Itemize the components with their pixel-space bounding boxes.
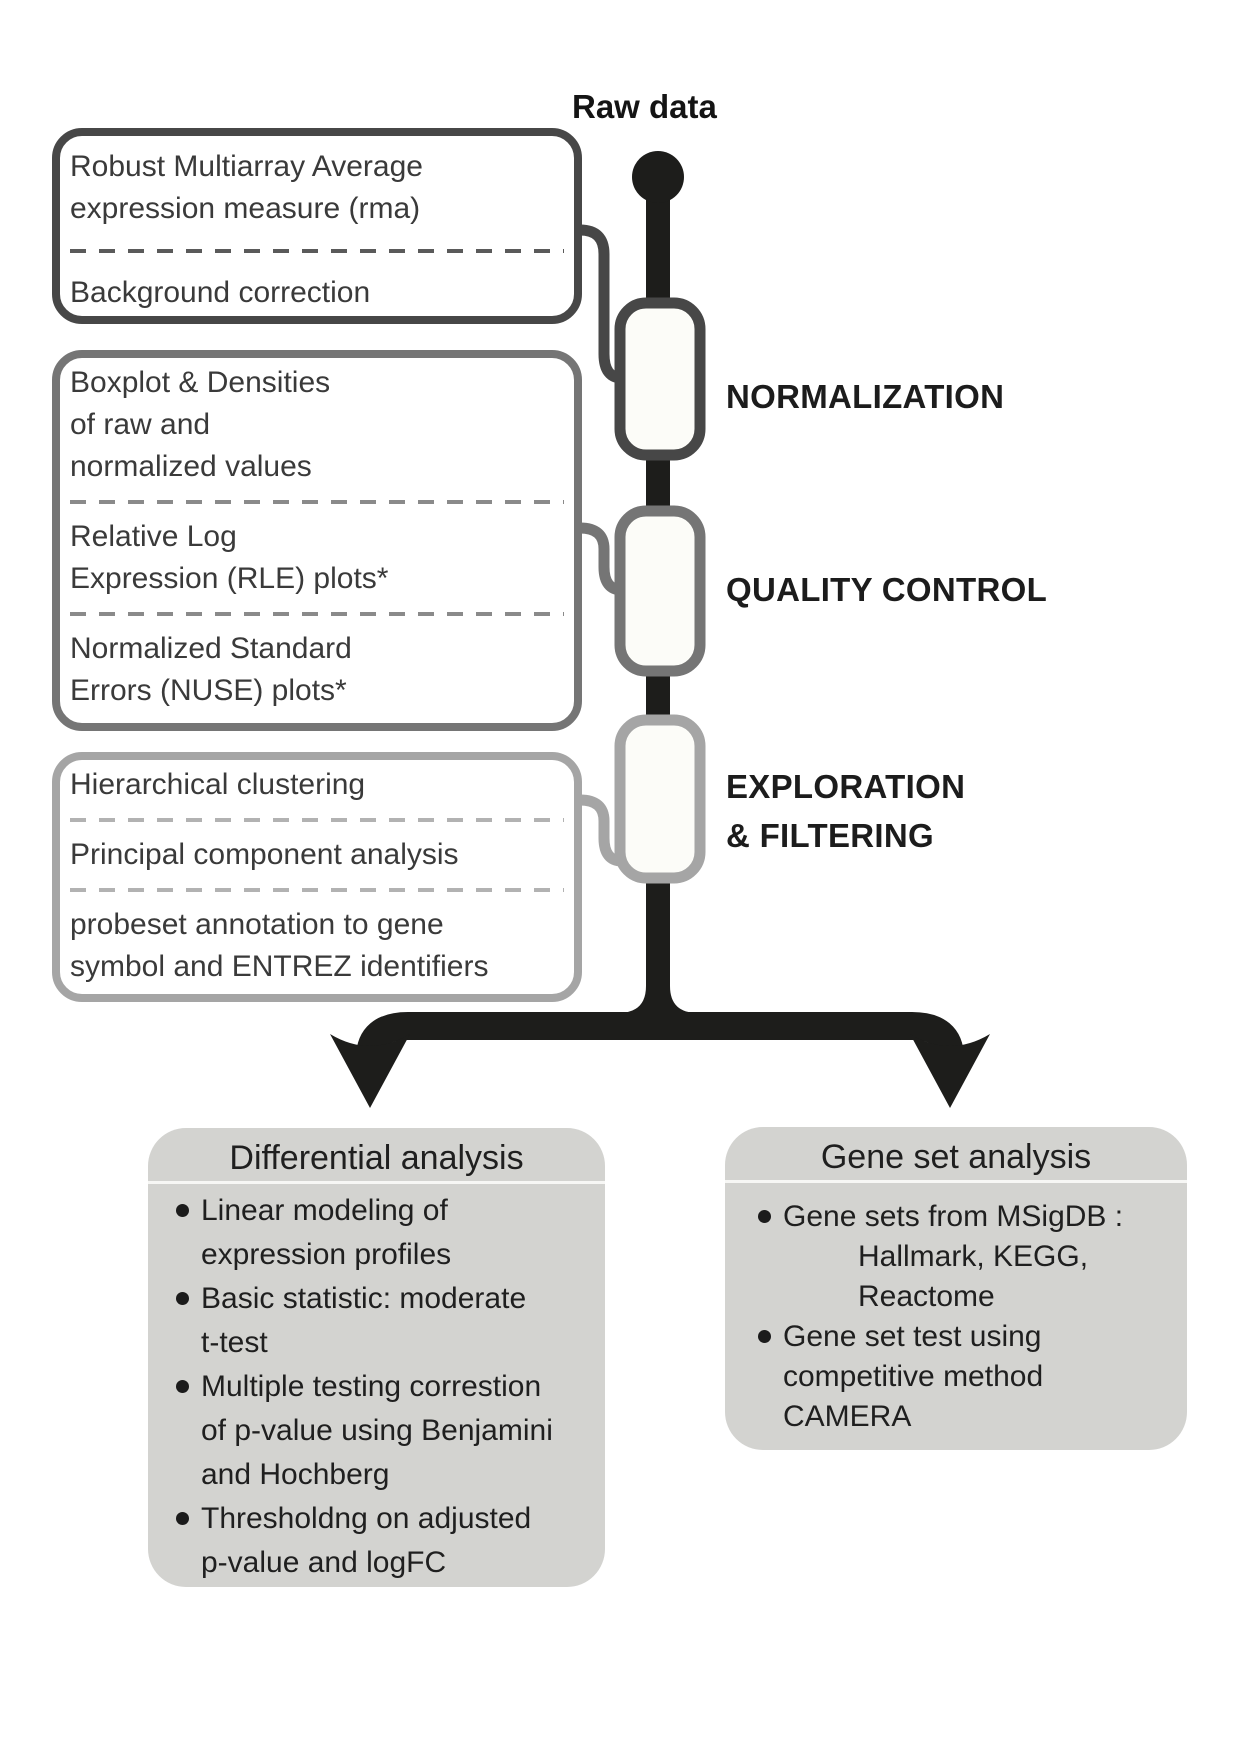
list-item: Thresholdng on adjusted p-value and logFC [176, 1497, 605, 1585]
stage-label-quality-control: QUALITY CONTROL [726, 571, 1048, 608]
bullet-dot-icon [758, 1210, 771, 1223]
normalization-node [620, 303, 700, 455]
method-line: expression measure (rma) [70, 192, 421, 225]
bullet-dot-icon [176, 1380, 189, 1393]
branch-fillet-right [670, 986, 698, 1013]
exploration-methods-box [52, 752, 582, 1002]
list-item: Multiple testing correstion of p-value using Benjamini and Hochberg [176, 1365, 605, 1497]
dashed-divider [70, 888, 564, 892]
method-line: Normalized Standard [70, 632, 352, 665]
branch-connector [370, 1026, 950, 1058]
normalization-methods-box [52, 128, 582, 324]
list-item: Gene set test using competitive method CAMERA [758, 1317, 1187, 1437]
panel-title: Differential analysis [229, 1139, 524, 1177]
list-item: Linear modeling of expression profiles [176, 1189, 605, 1277]
branch-fillet-left [618, 986, 646, 1013]
raw-data-label: Raw data [572, 88, 717, 125]
method-line: Expression (RLE) plots* [70, 562, 389, 595]
bullet-dot-icon [176, 1512, 189, 1525]
panel-body [725, 1183, 1187, 1437]
method-line: Principal component analysis [70, 838, 459, 871]
list-item: Gene sets from MSigDB : Hallmark, KEGG, Reactome [758, 1197, 1187, 1317]
panel-body [148, 1184, 605, 1585]
dashed-divider [70, 612, 564, 616]
method-line: symbol and ENTREZ identifiers [70, 950, 489, 983]
list-item: Basic statistic: moderate t-test [176, 1277, 605, 1365]
method-line: probeset annotation to gene [70, 908, 444, 941]
differential-analysis-panel [148, 1128, 605, 1587]
stage-label-exploration-filtering: EXPLORATION & FILTERING [726, 768, 966, 854]
bullet-dot-icon [176, 1204, 189, 1217]
method-line: Boxplot & Densities [70, 366, 331, 399]
gene-set-analysis-panel [725, 1127, 1187, 1450]
quality-control-node [620, 511, 700, 671]
exploration-node [620, 720, 700, 878]
method-line: Hierarchical clustering [70, 768, 366, 801]
dashed-divider [70, 249, 564, 253]
panel-title: Gene set analysis [820, 1138, 1092, 1176]
dashed-divider [70, 500, 564, 504]
method-line: Robust Multiarray Average [70, 150, 423, 183]
bullet-dot-icon [176, 1292, 189, 1305]
dashed-divider [70, 818, 564, 822]
stage-label-normalization: NORMALIZATION [726, 378, 1005, 415]
method-line: normalized values [70, 450, 312, 483]
method-line: of raw and [70, 408, 211, 441]
method-line: Relative Log [70, 520, 237, 553]
raw-data-dot [632, 151, 684, 203]
method-line: Errors (NUSE) plots* [70, 674, 347, 707]
quality-control-methods-box [52, 350, 582, 731]
bullet-dot-icon [758, 1330, 771, 1343]
method-line: Background correction [70, 276, 371, 309]
